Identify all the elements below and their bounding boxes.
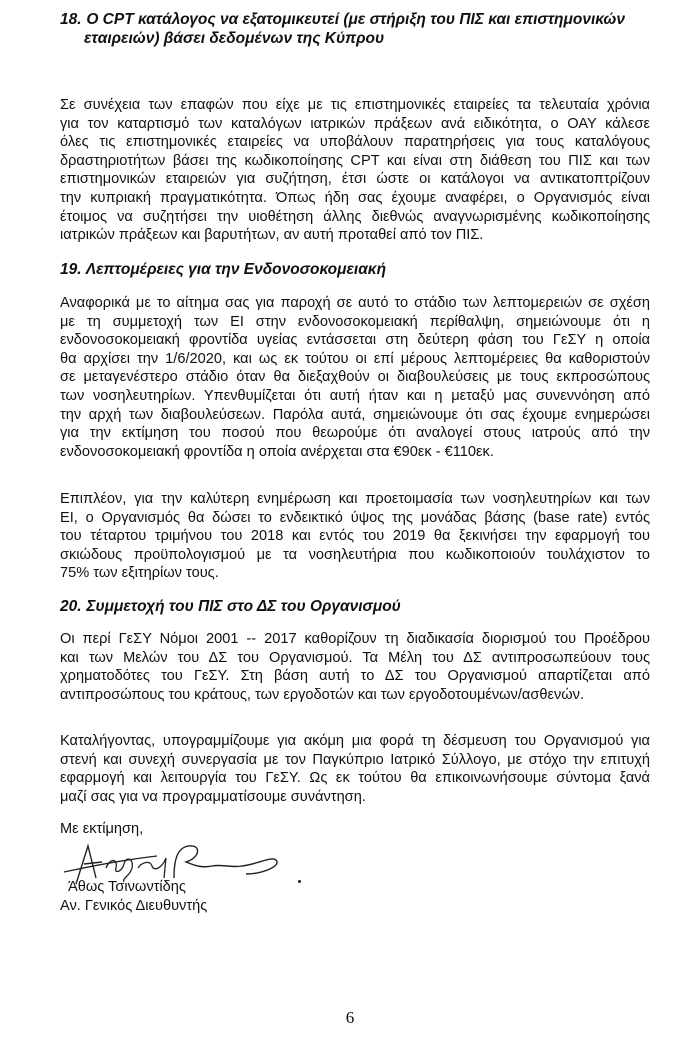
text-line: για την εκτίμηση του ποσού που θεωρούμε ότι αναλογεί στους ιατρούς από την [60, 425, 650, 442]
text-line: των νοσηλευτηρίων. Υπενθυμίζεται ότι αυτή ήταν και η μεταξύ μας συνεννόηση από [60, 387, 650, 404]
text-line: Αναφορικά με το αίτημα σας για παροχή σε αυτό το στάδιο των λεπτομερειών σε σχέση [60, 295, 650, 311]
section-20-paragraph-2 [60, 732, 650, 806]
text-line: θα αρχίσει την 1/6/2020, και ως εκ τούτου οι επί μέρους λεπτομέρειες θα καθοριστούν [60, 350, 650, 367]
text-line: 75% των εξιτηρίων τους. [60, 565, 219, 582]
text-line: στενή και συνεχή συνεργασία με τον Παγκύπριο Ιατρικό Σύλλογο, με στόχο την επιτυχή [60, 751, 650, 768]
text-line: χρηματοδότες του ΓεΣΥ. Στη βάση αυτή το ΔΣ του Οργανισμού απαρτίζεται από [60, 668, 650, 685]
text-line: σκιώδους προϋπολογισμού με τα νοσηλευτήρια που κωδικοποιούν τουλάχιστον το [60, 546, 650, 563]
section-20-paragraph-1 [60, 630, 650, 704]
section-18-paragraph [60, 96, 650, 245]
section-number: 18. [60, 11, 82, 28]
text-line: Καταλήγοντας, υπογραμμίζουμε για ακόμη μια φορά τη δέσμευση του Οργανισμού για [60, 733, 650, 749]
text-line: αντιπροσώπους του κράτους, των εργοδοτών και των εργοδοτουμένων/ασθενών. [60, 686, 585, 703]
text-line: την αρχή των διαβουλεύσεων. Παρόλα αυτά, σημειώνουμε ότι σας έχουμε ενημερώσει [60, 406, 650, 423]
heading-line: εταιρειών) βάσει δεδομένων της Κύπρου [84, 30, 385, 47]
text-line: δραστηριοτήτων βάσει της κωδικοποίησης CPT και είναι στη διάθεση του ΠΙΣ και των [60, 152, 650, 169]
heading-line: Λεπτομέρειες για την Ενδονοσοκομειακή [85, 261, 387, 278]
text-line: Επιπλέον, για την καλύτερη ενημέρωση και προετοιμασία των νοσηλευτηρίων και των [60, 491, 650, 507]
text-line: μαζί σας για να προγραμματίσουμε συνάντηση. [60, 788, 366, 805]
signature-dot [298, 880, 301, 883]
heading-line: Συμμετοχή του ΠΙΣ στο ΔΣ του Οργανισμού [86, 598, 401, 615]
text-line: εφαρμογή και λειτουργία του ΓεΣΥ. Ως εκ τούτου θα επικοινωνήσουμε σύντομα ξανά [60, 770, 650, 787]
section-19-paragraph-2 [60, 490, 650, 583]
section-18-heading [60, 10, 650, 48]
section-number: 19. [60, 261, 82, 278]
heading-line: O CPT κατάλογος να εξατομικευτεί (με στήριξη του ΠΙΣ και επιστημονικών [86, 11, 625, 28]
text-line: ΕΙ, ο Οργανισμός θα δώσει το ενδεικτικό ύψος της μονάδας βάσης (base rate) εντός [60, 509, 650, 526]
text-line: ιατρικών πράξεων και βαρυτήτων, αν αυτή προταθεί από τον ΠΙΣ. [60, 227, 484, 244]
text-line: με τη συμμετοχή των ΕΙ στην ενδονοσοκομειακή περίθαλψη, σημειώνουμε ότι η [60, 313, 650, 330]
signatory-title: Αν. Γενικός Διευθυντής [60, 898, 208, 914]
section-number: 20. [60, 598, 82, 615]
text-line: Οι περί ΓεΣΥ Νόμοι 2001 -- 2017 καθορίζουν τη διαδικασία διορισμού του Προέδρου [60, 631, 650, 647]
page-number: 6 [345, 1008, 355, 1027]
text-line: ενδονοσοκομειακή φροντίδα η οποία ανέρχεται στα €90εκ - €110εκ. [60, 443, 494, 460]
text-line: επιστημονικών εταιρειών για συζήτηση, έτσι ώστε οι κατάλογοι να αντικατοπτρίζουν [60, 171, 650, 188]
text-line: ενδονοσοκομειακή φροντίδα υγείας εντάσσεται στη δεύτερη φάση του ΓεΣΥ η οποία [60, 332, 650, 349]
text-line: όλες τις επιστημονικές εταιρείες να υποβάλουν παρατηρήσεις για τους καταλόγους [60, 134, 650, 151]
text-line: την κυπριακή πραγματικότητα. Όπως ήδη σας έχουμε αναφέρει, ο Οργανισμός είναι [60, 189, 650, 206]
text-line: για τον καταρτισμό των καταλόγων ιατρικών πράξεων ανά ειδικότητα, ο ΟΑΥ κάλεσε [60, 115, 650, 132]
section-19-paragraph-1 [60, 294, 650, 461]
text-line: και των Μελών του ΔΣ του Οργανισμού. Τα Μέλη του ΔΣ αντιπροσωπεύουν τους [60, 649, 650, 666]
text-line: σε μεταγενέστερο στάδιο όταν θα διεξαχθούν οι διαβουλεύσεις με τους εκπροσώπους [60, 369, 650, 386]
salutation: Με εκτίμηση, [60, 821, 144, 837]
text-line: του τέταρτου τριμήνου του 2018 και εντός του 2019 θα ξεκινήσει την εφαρμογή του [60, 528, 650, 545]
section-19-heading [60, 260, 650, 279]
signatory-name: Άθως Τσινωντίδης [68, 879, 186, 895]
section-20-heading [60, 597, 650, 616]
text-line: έτοιμος να συζητήσει την υιοθέτηση άλλης διεθνώς αναγνωρισμένης κωδικοποίησης [60, 208, 650, 225]
text-line: Σε συνέχεια των επαφών που είχε με τις επιστημονικές εταιρείες τα τελευταία χρόνια [60, 97, 650, 113]
